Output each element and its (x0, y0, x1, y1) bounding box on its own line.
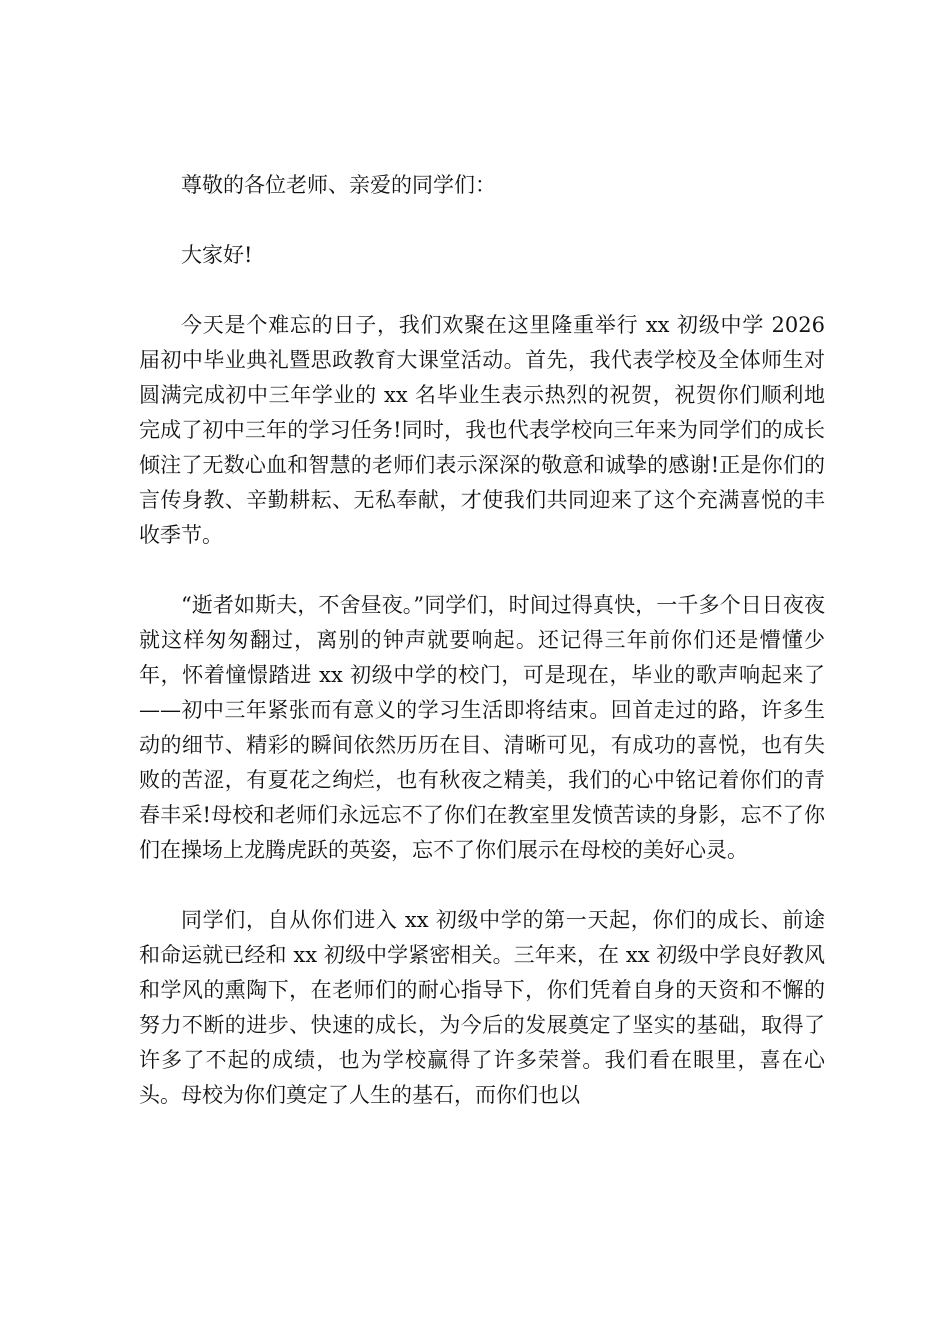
document-body (139, 168, 825, 1148)
paragraph-memories: “逝者如斯夫，不舍昼夜。”同学们，时间过得真快，一千多个日日夜夜就这样匆匆翻过，离别的钟声就要响起。还记得三年前你们还是懵懂少年，怀着憧憬踏进 xx 初级中学的校门，可是现在，毕业的歌声响起来了——初中三年紧张而有意义的学习生活即将结束。回首走过的路，许多生动的细节、精彩的瞬间依然历历在目、清晰可见，有成功的喜悦，也有失败的苦涩，有夏花之绚烂，也有秋夜之精美，我们的心中铭记着你们的青春丰采!母校和老师们永远忘不了你们在教室里发愤苦读的身影，忘不了你们在操场上龙腾虎跃的英姿，忘不了你们展示在母校的美好心灵。 (139, 593, 825, 862)
paragraph-opening: 今天是个难忘的日子，我们欢聚在这里隆重举行 xx 初级中学 2026 届初中毕业典礼暨思政教育大课堂活动。首先，我代表学校及全体师生对圆满完成初中三年学业的 xx 名毕业生表示热烈的祝贺，祝贺你们顺利地完成了初中三年的学习任务!同时，我也代表学校向三年来为同学们的成长倾注了无数心血和智慧的老师们表示深深的敬意和诚挚的感谢!正是你们的言传身教、辛勤耕耘、无私奉献，才使我们共同迎来了这个充满喜悦的丰收季节。 (139, 313, 825, 547)
greeting: 大家好! (181, 243, 253, 267)
salutation: 尊敬的各位老师、亲爱的同学们： (181, 173, 496, 197)
paragraph-growth: 同学们，自从你们进入 xx 初级中学的第一天起，你们的成长、前途和命运就已经和 xx 初级中学紧密相关。三年来，在 xx 初级中学良好教风和学风的熏陶下，在老师们的耐心指导下，你们凭着自身的天资和不懈的努力不断的进步、快速的成长，为今后的发展奠定了坚实的基础，取得了许多了不起的成绩，也为学校赢得了许多荣誉。我们看在眼里，喜在心头。母校为你们奠定了人生的基石，而你们也以 (139, 908, 825, 1107)
